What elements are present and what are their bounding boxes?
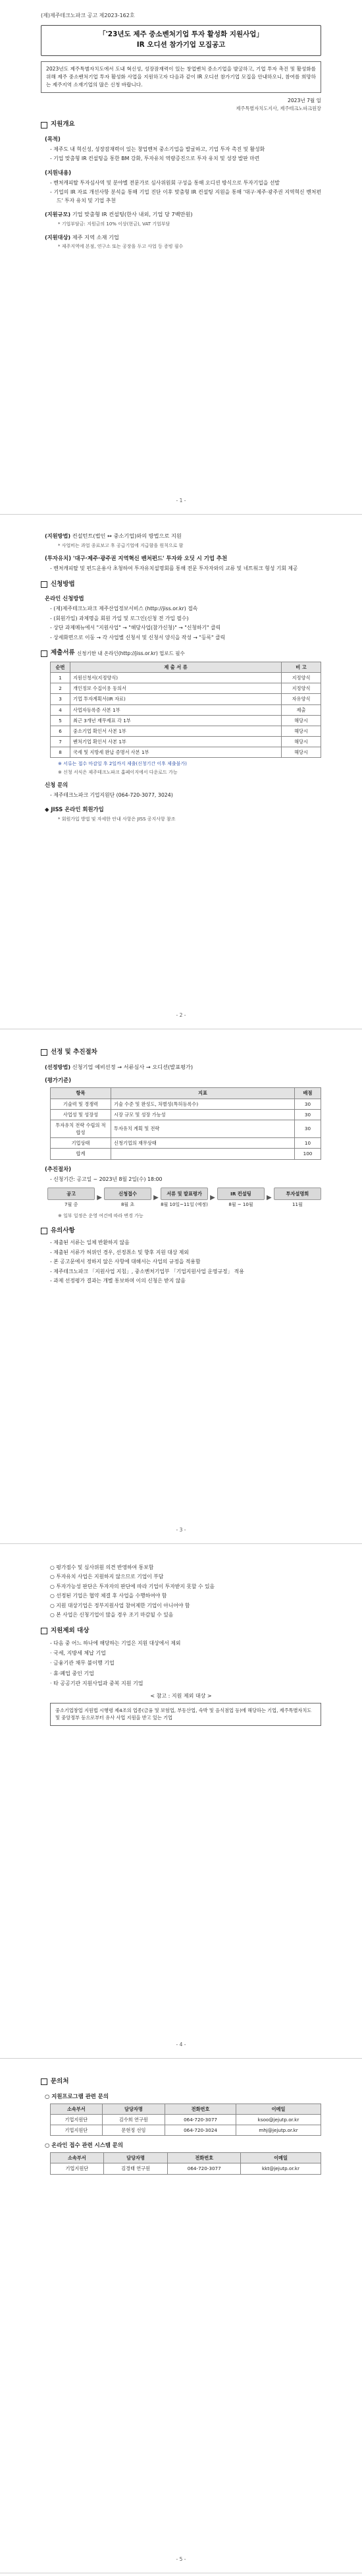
arrow-right-icon: ▶ [210,1194,215,1202]
docs-col-note: 비 고 [282,662,321,673]
note-item-text: 제출된 서류가 허위인 경우, 선정취소 및 향후 지원 대상 제외 [53,1249,189,1255]
system-inquiry-table-body [51,2163,321,2174]
docs-table-row [51,683,321,694]
how-item-4: - 상세화면으로 이동 → 각 사업별 신청서 및 신청서 양식을 작성 → "등록" 클릭 [50,634,226,641]
docs-table-row [51,747,321,758]
criteria-cell: 10 [295,1138,321,1149]
section-title: 지원개요 [51,121,75,129]
docs-cell: 1 [51,673,70,683]
how-item-3: - 상단 과제메뉴에서 "지원사업" → "해당사업(참가신청)" → "신청하기" 클릭 [50,625,221,631]
intro-paragraph: 2023년도 제주특별자치도에서 도내 혁신성, 성장잠재력이 있는 창업벤처 중소기업을 발굴하고, 기업 투자 촉진 및 활성화를 위해 제주 중소벤처기업 투자 활성화 사업을 지원하고자 다음과 같이 IR 오디션 참가기업 모집을 안내하오니, 참여를 희망하는 제주지역 소재기업의 많은 신청 바랍니다. [41,61,321,93]
note-item-text: 제출된 서류는 일체 반환하지 않음 [53,1240,130,1246]
exclusion-item: · 금융기관 채무 불이행 기업 [50,1660,115,1667]
inquiry-col: 전화번호 [168,2153,241,2163]
docs-cell: 최근 3개년 재무제표 각 1부 [70,715,282,726]
docs-cell: 사업자등록증 사본 1부 [70,704,282,715]
docs-cell: 6 [51,726,70,736]
flow-step-title: 신청접수 [104,1188,151,1200]
inquiry-cell: 김경태 연구원 [103,2163,168,2174]
how-item-1-text: (제)제주테크노파크 제주산업정보서비스 (http://jiss.or.kr) 접속 [53,606,198,612]
criteria-table-wrap [50,1087,321,1159]
invest-heading: (투자유치) '대구·제주·광주권 지역혁신 벤처펀드' 투자와 오딧 시 기업 추천 [45,555,228,562]
docs-cell: 해당시 [282,737,321,747]
p4-bullet: ○ 선정된 기업은 협약 체결 후 사업을 수행하여야 함 [50,1593,167,1599]
content-item-2: - 기업의 IR 자료 개선사항 분석을 통해 기업 진단 이후 맞춤형 IR 컨설팅 지원을 통해 '대구·제주·광주권 지역혁신 벤처펀드' 투자 유치 및 기업 추천 [50,189,321,204]
docs-table-row [51,715,321,726]
jiss-heading-text: JISS 온라인 회원가입 [51,805,104,813]
how-item-4-text: 상세화면으로 이동 → 각 사업별 신청서 및 신청서 양식을 작성 → "등록" 클릭 [53,634,226,641]
docs-cell: 기업 투자계획서(IR 자료) [70,694,282,704]
page-number: - 3 - [176,1527,186,1533]
note-item-text: 과제 선정평가 결과는 개별 통보하며 이의 신청은 받지 않음 [53,1278,186,1284]
inquiry-cell: 064-720-3077 [165,2114,236,2125]
exclusion-intro-text: 다음 중 어느 하나에 해당하는 기업은 지원 대상에서 제외 [53,1640,181,1646]
docs-cell: 3 [51,694,70,704]
exclusion-caption: < 참고 : 지원 제외 대상 > [150,1692,212,1699]
exclusion-item: · 휴·폐업 중인 기업 [50,1670,94,1676]
inquiry-col: 담당자명 [103,2153,168,2163]
docs-cell: 8 [51,747,70,758]
p4-bullet: ○ 투자가능성 판단은 투자자의 판단에 따라 기업이 투자받지 못할 수 있음 [50,1583,215,1589]
criteria-col-score: 배점 [295,1088,321,1099]
flow-step-date: 8월 10일~11일 (예정) [161,1202,208,1208]
page-number: - 1 - [176,498,186,504]
program-inquiry-heading-text: 지원프로그램 관련 문의 [51,2092,109,2100]
inquiry-row [51,2163,321,2174]
docs-col-doc: 제 출 서 류 [70,662,282,673]
flow-step [104,1188,151,1209]
checkbox-square-icon [41,1228,47,1234]
page-number: - 4 - [176,2042,186,2048]
criteria-table [50,1087,321,1159]
note-item-text: 제주테크노파크 「지원사업 지침」, 중소벤처기업부 「기업지원사업 운영규정」 적용 [53,1268,244,1274]
criteria-cell: 합계 [51,1149,111,1159]
section-2-heading [41,580,321,590]
p4-bullet: ○ 투자유치 사업은 지원하지 않으므로 기업이 부담 [50,1574,164,1580]
exclusion-item: · 국세, 지방세 체납 기업 [50,1650,106,1656]
section-6-heading [41,2077,321,2087]
docs-table-row [51,726,321,736]
p4-bullet-text: 투자유치 사업은 지원하지 않으므로 기업이 부담 [56,1574,164,1580]
criteria-heading: (평가기준) [45,1077,72,1084]
program-inquiry-table-header [51,2104,321,2114]
selection-text: 신청기업 예비선정 → 서류심사 → 오디션(발표평가) [72,1063,194,1070]
system-inquiry-table-header [51,2153,321,2163]
docs-table-wrap [50,662,321,758]
flow-step-date: 11월 [292,1202,303,1208]
criteria-cell: 30 [295,1099,321,1109]
purpose-text: - 제주도 내 혁신성, 성장잠재력이 있는 창업벤처 중소기업을 발굴하고, 기업 투자 촉진 및 활성화 [50,146,265,152]
invest-item-text: 벤처캐피탈 및 펀드운용사 초청하여 투자유치설명회를 통해 전문 투자자와의 교류 및 네트워크 형성 기회 제공 [53,565,298,572]
criteria-table-row [51,1109,321,1120]
criteria-table-header [51,1088,321,1099]
budget-text: 기업 맞춤형 IR 컨설팅(한사 내외, 기업 당 7백만원) [72,211,193,218]
program-inquiry-table-wrap [50,2104,321,2136]
system-inquiry-heading: ○ 온라인 접수 관련 시스템 문의 [45,2142,123,2149]
flow-step-date: 8월 ~ 10월 [228,1202,253,1208]
title-box [41,25,321,56]
selection-line [45,1063,321,1072]
docs-table-header [51,662,321,673]
purpose-heading: (목적) [45,135,61,142]
system-inquiry-heading-text: 온라인 접수 관련 시스템 문의 [51,2142,123,2149]
criteria-cell: 기술력 및 경쟁력 [51,1099,111,1109]
criteria-col-item: 항목 [51,1088,111,1099]
method-text: 컨설턴트(법인 ↔ 중소기업)와의 방법으로 지원 [72,532,182,539]
title-line-2: IR 오디션 참가기업 모집공고 [136,41,226,49]
section-title: 신청방법 [51,580,75,588]
p4-bullet-text: 지원 대상기업은 정부지원사업 참여제한 기업이 아니어야 함 [56,1602,190,1609]
exclusion-item-text: 국세, 지방세 체납 기업 [53,1650,106,1656]
how-item-2: - (회원가입) 과제명을 회원 가입 및 로그인(신청 전 가입 필수) [50,615,189,621]
flow-note: ※ 일부 일정은 운영 여건에 따라 변경 가능 [58,1213,143,1219]
criteria-table-body [51,1099,321,1159]
purpose-text-2: - 기업 맞춤형 IR 컨설팅을 통한 BM 강화, 투자유치 역량증진으로 투자 유치 및 성장 발판 마련 [50,156,260,162]
p4-bullet-text: 본 사업은 신청기업이 많을 경우 조기 마감될 수 있음 [56,1612,174,1618]
inquiry-col: 전화번호 [165,2104,236,2114]
inquiry-row [51,2114,321,2125]
budget-note: * 기업부담금: 지원금의 10% 이상(현금), VAT 기업부담 [58,221,170,227]
content-item-1-text: 벤처캐피탈 투자심사역 및 분야별 전문가로 심사위원회 구성을 통해 오디션 방식으로 투자기업을 선발 [53,179,280,186]
how-item-3-text: 상단 과제메뉴에서 "지원사업" → "해당사업(참가신청)" → "신청하기" 클릭 [53,625,221,631]
spacer [41,1556,321,1562]
criteria-cell: 투자유치 계획 및 전략 [111,1120,295,1137]
docs-subtitle: 신청기한 내 온라인(http://jiss.or.kr) 업로드 필수 [77,650,185,656]
flow-step-title: 서류 및 발표평가 [161,1188,208,1200]
target-text: 제주 지역 소재 기업 [72,233,119,241]
inquiry-cell: 기업지원단 [51,2114,103,2125]
inquiry-cell: 김수희 연구원 [102,2114,165,2125]
purpose-text-2-content: 기업 맞춤형 IR 컨설팅을 통한 BM 강화, 투자유치 역량증진으로 투자 유치 및 성장 발판 마련 [53,156,260,162]
docs-cell: 제출 [282,704,321,715]
process-flow [47,1188,321,1209]
docs-cell: 중소기업 확인서 사본 1부 [70,726,282,736]
flow-step-title: 공고 [47,1188,95,1200]
exclusion-item-text: 금융기관 채무 불이행 기업 [53,1660,115,1667]
inquiry-cell: 064-720-3077 [168,2163,241,2174]
method-note: * 사업비는 과업 종료보고 후 공급기업에 지급함을 원칙으로 함 [58,542,184,548]
criteria-cell: 신청기업의 재무상태 [111,1138,295,1149]
inquiry-col: 소속부서 [51,2104,103,2114]
flow-step-title: IR 컨설팅 [217,1188,265,1200]
docs-cell: 국세 및 지방세 완납 증명서 사본 1부 [70,747,282,758]
checkbox-square-icon [41,650,47,657]
page-2 [0,515,362,1029]
method-heading: (지원방법) [45,532,71,539]
section-title: 문의처 [51,2078,69,2085]
inquiry-cell: ksoo@jejutp.or.kr [236,2114,321,2125]
invest-item: - 벤처캐피탈 및 펀드운용사 초청하여 투자유치설명회를 통해 전문 투자자와의 교류 및 네트워크 형성 기회 제공 [50,565,298,572]
flow-step [47,1188,95,1209]
docs-cell: 벤처기업 확인서 사본 1부 [70,737,282,747]
docs-table [50,662,321,758]
inquiry-cell: 문현정 선임 [102,2125,165,2136]
page-5 [0,2059,362,2573]
page-3 [0,1029,362,1544]
checkbox-square-icon [41,581,47,588]
section-5-heading [41,1626,321,1636]
p4-bullet-text: 평가점수 및 심사위원 의견 반영하여 통보함 [56,1564,154,1570]
program-inquiry-table-body [51,2114,321,2135]
exclusion-item-text: 타 공공기관 지원사업과 중복 지원 기업 [53,1680,143,1687]
period-text: - 신청기간: 공고일 ~ 2023년 8월 2일(수) 18:00 [50,1176,163,1182]
docs-note-1: ※ 서류는 접수 마감일 후 2일까지 제출(신청기간 이후 제출불가) [58,761,187,767]
page-number: - 2 - [176,1012,186,1019]
notes-list [41,1239,321,1285]
criteria-cell: 사업성 및 성장성 [51,1109,111,1120]
program-inquiry-table [50,2104,321,2136]
docs-table-row [51,737,321,747]
docs-table-row [51,704,321,715]
page-4 [0,1544,362,2059]
content-item-1: - 벤처캐피탈 투자심사역 및 분야별 전문가로 심사위원회 구성을 통해 오디션 방식으로 투자기업을 선발 [50,179,280,186]
note-item-text: 본 공고문에서 정하지 않은 사항에 대해서는 사업의 규정을 적용함 [53,1259,201,1265]
exclusion-item-text: 휴·폐업 중인 기업 [53,1670,94,1676]
note-item: - 과제 선정평가 결과는 개별 통보하며 이의 신청은 받지 않음 [50,1278,186,1284]
criteria-cell [111,1149,295,1159]
exclusion-list [41,1649,321,1688]
docs-table-row [51,694,321,704]
docs-table-body [51,673,321,758]
docs-table-row [51,673,321,683]
process-heading: (추진절차) [45,1165,72,1172]
period-text-content: 신청기간: 공고일 ~ 2023년 8월 2일(수) 18:00 [53,1176,163,1182]
jiss-note: * 회원가입 방법 및 자세한 안내 사항은 JISS 공지사항 참조 [58,816,176,822]
inquiry-cell: 기업지원단 [51,2163,104,2174]
docs-note-2: ※ 신청 서식은 제주테크노파크 홈페이지에서 다운로드 가능 [58,769,178,775]
checkbox-square-icon [41,1628,47,1634]
budget-line [45,210,321,219]
section-1-heading [41,120,321,130]
content-item-2-text: 기업의 IR 자료 개선사항 분석을 통해 기업 진단 이후 맞춤형 IR 컨설팅 지원을 통해 '대구·제주·광주권 지역혁신 벤처펀드' 투자 유치 및 기업 추천 [53,189,321,204]
criteria-table-row [51,1149,321,1159]
docs-cell: 개인정보 수집이용 동의서 [70,683,282,694]
criteria-cell: 기술 수준 및 완성도, 차별성(특허등록수) [111,1099,295,1109]
page-1 [0,0,362,515]
criteria-cell: 기업상태 [51,1138,111,1149]
docs-cell: 해당시 [282,726,321,736]
inquiry-col: 이메일 [236,2104,321,2114]
exclusion-item: · 타 공공기관 지원사업과 중복 지원 기업 [50,1680,143,1687]
criteria-cell: 투자유치 전략 수립의 적합성 [51,1120,111,1137]
system-inquiry-table-wrap [50,2152,321,2174]
inquiry-row [51,2125,321,2136]
inquiry-col: 담당자명 [102,2104,165,2114]
p4-bullet: ○ 본 사업은 신청기업이 많을 경우 조기 마감될 수 있음 [50,1612,174,1618]
p4-bullet-text: 선정된 기업은 협약 체결 후 사업을 수행하여야 함 [56,1593,167,1599]
selection-heading: (선정방법) [45,1063,71,1070]
p4-bullet: ○ 평가점수 및 심사위원 의견 반영하여 통보함 [50,1564,154,1570]
announcement-date: 2023년 7월 일 [288,98,321,104]
criteria-col-indicator: 지표 [111,1088,295,1099]
page-number: - 5 - [176,2556,186,2563]
p4-bullet-text: 투자가능성 판단은 투자자의 판단에 따라 기업이 투자받지 못할 수 있음 [56,1583,215,1589]
inquiry-cell: kkt@jejutp.or.kr [241,2163,321,2174]
notes-heading [41,1226,321,1236]
docs-cell: 자유양식 [282,694,321,704]
docs-col-no: 순번 [51,662,70,673]
criteria-cell: 30 [295,1109,321,1120]
section-3-heading [41,1048,321,1058]
note-item: - 제출된 서류는 일체 반환하지 않음 [50,1240,130,1246]
jiss-heading: ◆ JISS 온라인 회원가입 [45,805,104,813]
flow-step [161,1188,208,1209]
criteria-table-row [51,1138,321,1149]
flow-step-date: 7월 중 [65,1202,78,1208]
target-note: * 제주지역에 본점, 연구소 또는 공장을 두고 사업 등 증빙 필수 [58,244,184,250]
p4-bullet: ○ 지원 대상기업은 정부지원사업 참여제한 기업이 아니어야 함 [50,1602,190,1609]
note-item: - 제출된 서류가 허위인 경우, 선정취소 및 향후 지원 대상 제외 [50,1249,189,1255]
docs-heading [41,648,321,658]
flow-step [274,1188,321,1209]
flow-step [217,1188,265,1209]
docs-cell: 지원신청서(지정양식) [70,673,282,683]
docs-cell: 2 [51,683,70,694]
inquiry-text-content: 제주테크노파크 기업지원단 (064-720-3077, 3024) [53,792,173,799]
exclusion-box: 중소기업창업 지원법 시행령 제4조의 업종(금융 및 보험업, 부동산업, 숙박 및 음식점업 등)에 해당하는 기업, 제주특별자치도 및 중앙정부 등으로부터 유사 사업 지원을 받고 있는 기업 [50,1703,321,1726]
inquiry-text: - 제주테크노파크 기업지원단 (064-720-3077, 3024) [50,792,173,799]
purpose-text-1: 제주도 내 혁신성, 성장잠재력이 있는 창업벤처 중소기업을 발굴하고, 기업 투자 촉진 및 활성화 [53,146,265,152]
docs-title: 제출서류 [51,649,75,657]
docs-cell: 해당시 [282,715,321,726]
note-item: - 제주테크노파크 「지원사업 지침」, 중소벤처기업부 「기업지원사업 운영규정」 적용 [50,1268,244,1274]
checkbox-square-icon [41,1049,47,1056]
p4-bullet-list [41,1564,321,1620]
arrow-right-icon: ▶ [153,1194,159,1202]
system-inquiry-table [50,2152,321,2174]
inquiry-col: 이메일 [241,2153,321,2163]
target-line [45,233,321,242]
how-item-1: - (제)제주테크노파크 제주산업정보서비스 (http://jiss.or.kr) 접속 [50,606,198,612]
section-title: 선정 및 추진절차 [51,1048,97,1056]
content-heading: (지원내용) [45,169,72,176]
inquiry-col: 소속부서 [51,2153,104,2163]
docs-cell: 지정양식 [282,673,321,683]
docs-cell: 4 [51,704,70,715]
budget-heading: (지원규모) [45,211,71,218]
docs-cell: 7 [51,737,70,747]
program-inquiry-heading: ○ 지원프로그램 관련 문의 [45,2092,109,2100]
criteria-cell: 100 [295,1149,321,1159]
flow-step-date: 8월 초 [120,1202,135,1208]
inquiry-cell: 기업지원단 [51,2125,103,2136]
docs-cell: 지정양식 [282,683,321,694]
checkbox-square-icon [41,122,47,129]
section-title: 지원제외 대상 [51,1626,90,1634]
announcement-number: (제)제주테크노파크 공고 제2023-162호 [41,13,135,18]
inquiry-cell: mhj@jejutp.or.kr [236,2125,321,2136]
criteria-table-row [51,1099,321,1109]
note-item: - 본 공고문에서 정하지 않은 사항에 대해서는 사업의 규정을 적용함 [50,1259,201,1265]
inquiry-heading: 신청 문의 [45,782,68,789]
announcing-org: 제주특별자치도지사, 제주테크노파크원장 [236,105,321,112]
how-heading: 온라인 신청방법 [45,595,84,602]
target-heading: (지원대상) [45,233,71,241]
arrow-right-icon: ▶ [267,1194,272,1202]
flow-step-title: 투자설명회 [274,1188,321,1200]
docs-cell: 5 [51,715,70,726]
arrow-right-icon: ▶ [97,1194,102,1202]
method-line [45,532,321,540]
criteria-cell: 30 [295,1120,321,1137]
criteria-table-row [51,1120,321,1137]
how-item-2-text: (회원가입) 과제명을 회원 가입 및 로그인(신청 전 가입 필수) [53,615,189,621]
exclusion-intro: - 다음 중 어느 하나에 해당하는 기업은 지원 대상에서 제외 [50,1640,181,1646]
title-line-1: 「'23년도 제주 중소벤처기업 투자 활성화 지원사업」 [99,30,263,39]
docs-cell: 해당시 [282,747,321,758]
checkbox-square-icon [41,2078,47,2085]
inquiry-cell: 064-720-3024 [165,2125,236,2136]
criteria-cell: 시장 규모 및 성장 가능성 [111,1109,295,1120]
notes-title: 유의사항 [51,1226,75,1234]
